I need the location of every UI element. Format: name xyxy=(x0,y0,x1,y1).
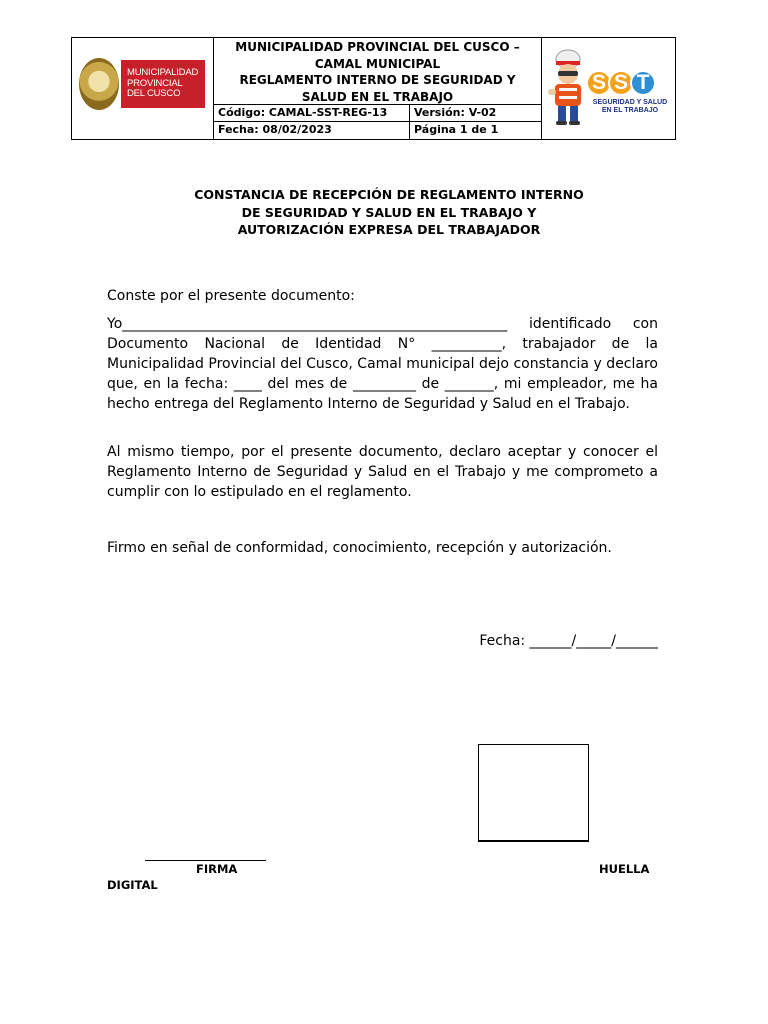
declaration-paragraph: Yo_______________________________________________________ identificado con Documento Nacional de Identidad N° __________, trabajador de la Municipalidad Provincial del Cusco, Camal municipal dejo constancia y declaro que, en la fecha: ____ del mes de _________ de _______, mi empleador, me ha hecho entrega del Reglamento Interno de Seguridad y Salud en el Trabajo. xyxy=(107,316,658,412)
sst-logo-subtitle: SEGURIDAD Y SALUD EN EL TRABAJO xyxy=(592,99,668,114)
municipal-logo xyxy=(79,57,207,111)
safety-worker-icon xyxy=(546,47,590,127)
header-pagina: Página 1 de 1 xyxy=(414,123,499,136)
intro-text: Conste por el presente documento: xyxy=(107,288,355,304)
municipal-crest-icon xyxy=(79,58,119,110)
fingerprint-box xyxy=(478,744,589,842)
fingerprint-label: HUELLA xyxy=(599,862,650,876)
header-codigo: Código: CAMAL-SST-REG-13 xyxy=(214,105,410,122)
municipal-logo-cell xyxy=(72,38,214,139)
fingerprint-label-digital: DIGITAL xyxy=(107,878,158,892)
header-fecha: Fecha: 08/02/2023 xyxy=(214,122,410,139)
header-title: MUNICIPALIDAD PROVINCIAL DEL CUSCO – CAMAL MUNICIPAL REGLAMENTO INTERNO DE SEGURIDAD Y SALUD EN EL TRABAJO xyxy=(214,38,541,105)
signature-label: FIRMA xyxy=(196,862,238,876)
document-header xyxy=(71,37,676,140)
sst-logo xyxy=(546,47,670,129)
signature-line xyxy=(145,860,266,861)
date-field: Fecha: ______/_____/______ xyxy=(479,633,658,649)
municipal-logo-text: MUNICIPALIDAD PROVINCIAL DEL CUSCO xyxy=(121,60,205,108)
sst-logo-cell xyxy=(541,38,675,139)
document-title: CONSTANCIA DE RECEPCIÓN DE REGLAMENTO INTERNO DE SEGURIDAD Y SALUD EN EL TRABAJO Y AUTORIZACIÓN EXPRESA DEL TRABAJADOR xyxy=(194,187,584,237)
conformity-paragraph: Firmo en señal de conformidad, conocimiento, recepción y autorización. xyxy=(107,540,612,556)
header-version: Versión: V-02 xyxy=(410,105,541,122)
acceptance-paragraph: Al mismo tiempo, por el presente documento, declaro aceptar y conocer el Reglamento Interno de Seguridad y Salud en el Trabajo y me comprometo a cumplir con lo estipulado en el reglamento. xyxy=(107,444,658,500)
sst-letters: S S T xyxy=(586,70,652,96)
